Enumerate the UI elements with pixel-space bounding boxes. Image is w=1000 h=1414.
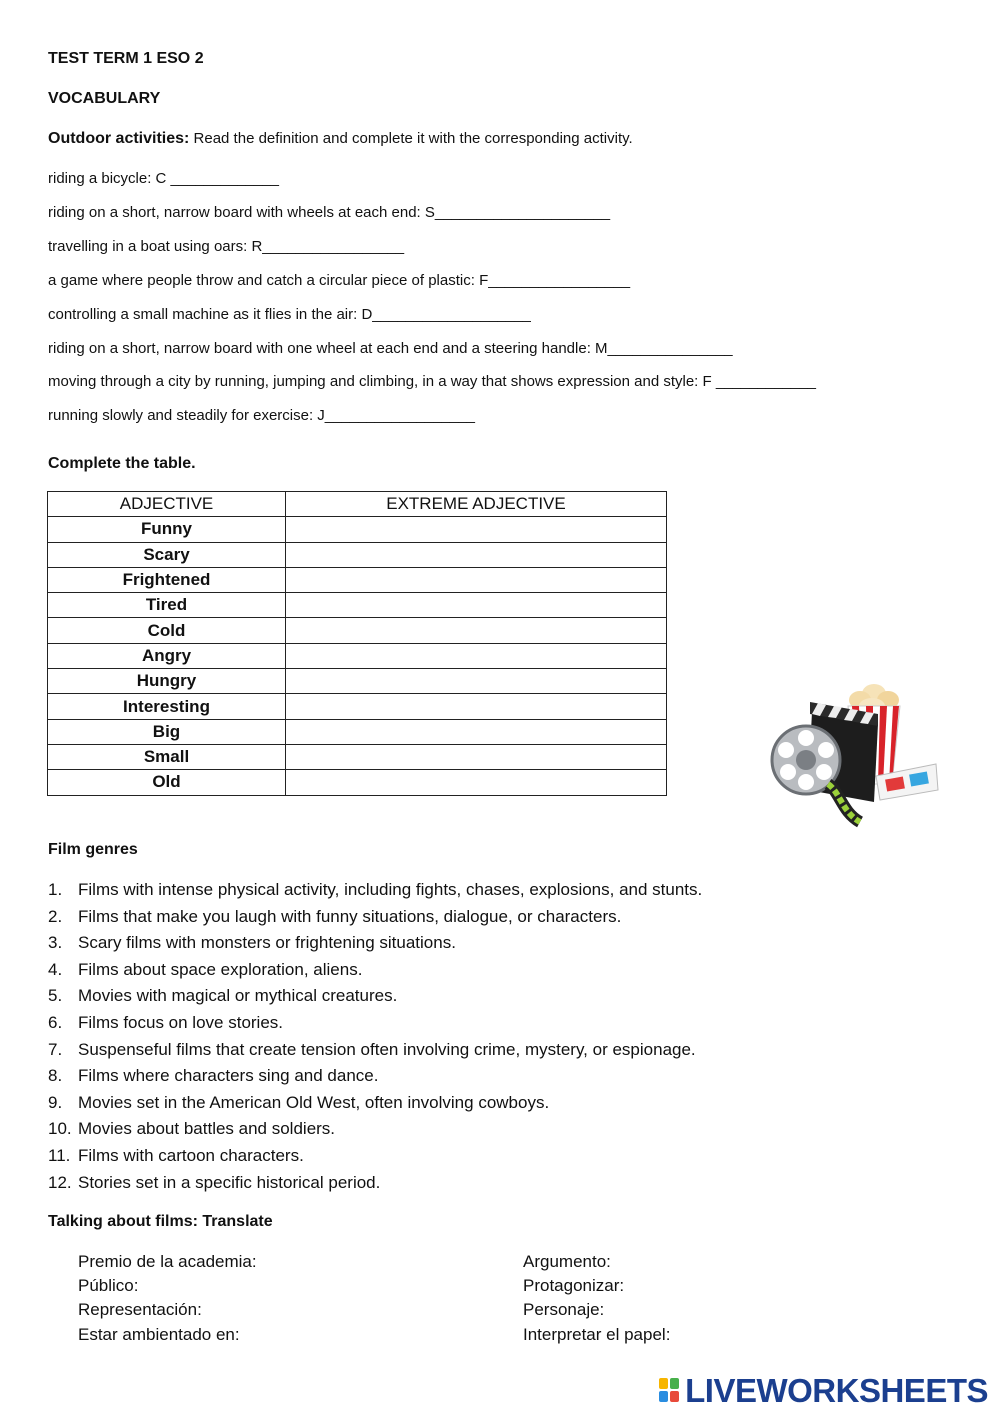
translate-term: Protagonizar: (523, 1276, 625, 1295)
answer-cell[interactable] (286, 643, 667, 668)
item-number: 10. (48, 1119, 72, 1139)
table-row (48, 719, 667, 744)
liveworksheets-logo[interactable] (659, 1372, 988, 1410)
item-text: Movies with magical or mythical creatures. (78, 986, 398, 1006)
item-number: 3. (48, 933, 63, 953)
definition-item: riding a bicycle: C _____________ (48, 170, 279, 187)
adjective-cell: Tired (48, 593, 286, 618)
definition-item: riding on a short, narrow board with one wheel at each end and a steering handle: M_______________ (48, 340, 733, 357)
adjective-cell: Angry (48, 643, 286, 668)
logo-text: LIVEWORKSHEETS (685, 1372, 988, 1409)
item-number: 7. (48, 1039, 63, 1059)
item-number: 8. (48, 1066, 63, 1086)
item-text: Suspenseful films that create tension often involving crime, mystery, or espionage. (78, 1039, 696, 1059)
definition-item: moving through a city by running, jumping and climbing, in a way that shows expression and style: F ____________ (48, 373, 816, 390)
translate-term: Estar ambientado en: (78, 1325, 240, 1344)
item-number: 2. (48, 906, 63, 926)
translate-term: Representación: (78, 1300, 202, 1319)
table-row (48, 770, 667, 795)
section-vocabulary: VOCABULARY (48, 90, 161, 107)
outdoor-instruction (48, 130, 633, 148)
definition-item: travelling in a boat using oars: R_________________ (48, 238, 405, 255)
item-text: Movies about battles and soldiers. (78, 1119, 336, 1139)
list-item (48, 1064, 702, 1091)
answer-cell[interactable] (286, 567, 667, 592)
adjective-cell: Small (48, 744, 286, 769)
adjective-cell: Cold (48, 618, 286, 643)
table-row (48, 669, 667, 694)
definition-item: controlling a small machine as it flies in the air: D___________________ (48, 306, 531, 323)
item-number: 4. (48, 959, 63, 979)
item-text: Scary films with monsters or frightening situations. (78, 933, 456, 953)
list-item (48, 1171, 702, 1198)
list-item (48, 984, 702, 1011)
item-text: Movies set in the American Old West, often involving cowboys. (78, 1092, 550, 1112)
item-number: 5. (48, 986, 63, 1006)
answer-cell[interactable] (286, 719, 667, 744)
item-text: Films focus on love stories. (78, 1012, 284, 1032)
table-row (48, 618, 667, 643)
translate-term: Personaje: (523, 1300, 605, 1319)
adjective-cell: Frightened (48, 567, 286, 592)
item-number: 1. (48, 880, 63, 899)
answer-cell[interactable] (286, 542, 667, 567)
logo-mark-icon (659, 1378, 681, 1404)
col-extreme-adjective: EXTREME ADJECTIVE (286, 492, 667, 517)
list-item (48, 1144, 702, 1171)
list-item (48, 1038, 702, 1065)
table-row (48, 744, 667, 769)
translate-heading: Talking about films: Translate (48, 1213, 273, 1230)
table-row (48, 542, 667, 567)
answer-cell[interactable] (286, 593, 667, 618)
table-header-row (48, 492, 667, 517)
test-title: TEST TERM 1 ESO 2 (48, 50, 204, 67)
outdoor-instruction-text: Read the definition and complete it with the corresponding activity. (189, 130, 633, 147)
translate-term: Interpretar el papel: (523, 1325, 671, 1344)
item-text: Films with intense physical activity, including fights, chases, explosions, and stunts. (78, 880, 703, 899)
cinema-illustration-icon (768, 672, 948, 832)
item-text: Films about space exploration, aliens. (78, 959, 363, 979)
answer-cell[interactable] (286, 618, 667, 643)
translate-term: Público: (78, 1276, 139, 1295)
table-row (48, 593, 667, 618)
answer-cell[interactable] (286, 669, 667, 694)
genres-heading: Film genres (48, 841, 138, 858)
definition-item: running slowly and steadily for exercise: J__________________ (48, 407, 475, 424)
genres-list (48, 878, 702, 1197)
adjective-cell: Old (48, 770, 286, 795)
item-text: Stories set in a specific historical period. (78, 1172, 381, 1192)
item-text: Films that make you laugh with funny situations, dialogue, or characters. (78, 906, 622, 926)
adjective-cell: Big (48, 719, 286, 744)
outdoor-label: Outdoor activities: (48, 130, 190, 147)
table-heading: Complete the table. (48, 455, 196, 472)
translate-term: Premio de la academia: (78, 1252, 257, 1271)
adjective-cell: Interesting (48, 694, 286, 719)
item-text: Films where characters sing and dance. (78, 1066, 379, 1086)
table-row (48, 694, 667, 719)
item-number: 6. (48, 1012, 63, 1032)
list-item (48, 1117, 702, 1144)
table-row (48, 567, 667, 592)
list-item (48, 905, 702, 932)
list-item (48, 1011, 702, 1038)
translate-term: Argumento: (523, 1252, 611, 1271)
list-item (48, 958, 702, 985)
adjective-cell: Hungry (48, 669, 286, 694)
col-adjective: ADJECTIVE (48, 492, 286, 517)
adjective-table (47, 491, 667, 796)
answer-cell[interactable] (286, 770, 667, 795)
table-row (48, 517, 667, 542)
answer-cell[interactable] (286, 744, 667, 769)
adjective-cell: Scary (48, 542, 286, 567)
item-number: 11. (48, 1145, 71, 1165)
item-number: 9. (48, 1092, 63, 1112)
item-text: Films with cartoon characters. (78, 1145, 304, 1165)
list-item (48, 931, 702, 958)
answer-cell[interactable] (286, 694, 667, 719)
table-row (48, 643, 667, 668)
definition-item: a game where people throw and catch a circular piece of plastic: F_________________ (48, 272, 631, 289)
answer-cell[interactable] (286, 517, 667, 542)
adjective-cell: Funny (48, 517, 286, 542)
definition-item: riding on a short, narrow board with wheels at each end: S_____________________ (48, 204, 611, 221)
item-number: 12. (48, 1172, 72, 1192)
list-item (48, 1091, 702, 1118)
list-item (48, 878, 702, 905)
